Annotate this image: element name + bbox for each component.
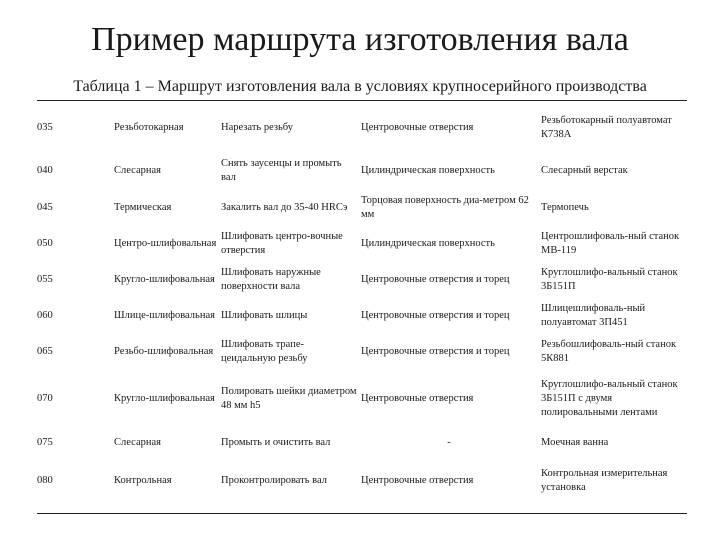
operation-base: Центровочные отверстия и торец bbox=[361, 274, 510, 285]
operation-equipment: Шлицешлифоваль-ный полуавтомат 3П451 bbox=[541, 303, 646, 328]
operation-number: 060 bbox=[37, 310, 53, 321]
operation-name: Слесарная bbox=[114, 165, 161, 176]
operation-number: 055 bbox=[37, 274, 53, 285]
table-top-rule bbox=[37, 100, 687, 101]
operation-equipment: Слесарный верстак bbox=[541, 165, 628, 176]
operation-equipment: Круглошлифо-вальный станок 3Б151П с двумя полировальными лентами bbox=[541, 379, 678, 418]
operation-base: Цилиндрическая поверхность bbox=[361, 238, 495, 249]
operation-content: Шлифовать центро-вочные отверстия bbox=[221, 231, 343, 256]
table-row bbox=[37, 428, 687, 458]
table-row bbox=[37, 262, 687, 298]
operation-equipment: Моечная ванна bbox=[541, 437, 609, 448]
table-row bbox=[37, 298, 687, 334]
operation-base: Цилиндрическая поверхность bbox=[361, 165, 495, 176]
table-row bbox=[37, 226, 687, 262]
table-row bbox=[37, 334, 687, 370]
operation-base: Торцовая поверхность диа-метром 62 мм bbox=[361, 195, 529, 220]
operation-base: Центровочные отверстия bbox=[361, 475, 474, 486]
operation-number: 045 bbox=[37, 202, 53, 213]
operation-content: Промыть и очистить вал bbox=[221, 437, 331, 448]
operation-equipment: Резьбошлифоваль-ный станок 5К881 bbox=[541, 339, 677, 364]
table-caption: Таблица 1 – Маршрут изготовления вала в условиях крупносерийного производства bbox=[73, 78, 647, 95]
route-table bbox=[37, 104, 687, 504]
operation-content: Нарезать резьбу bbox=[221, 122, 293, 133]
operation-content: Полировать шейки диаметром 48 мм h5 bbox=[221, 386, 357, 411]
operation-equipment: Резьботокарный полуавтомат К738А bbox=[541, 115, 672, 140]
operation-name: Контрольная bbox=[114, 475, 172, 486]
operation-equipment: Круглошлифо-вальный станок 3Б151П bbox=[541, 267, 678, 292]
operation-number: 035 bbox=[37, 122, 53, 133]
operation-base: Центровочные отверстия bbox=[361, 122, 474, 133]
operation-number: 065 bbox=[37, 346, 53, 357]
operation-name: Резьбо-шлифовальная bbox=[114, 346, 214, 357]
operation-equipment: Контрольная измерительная установка bbox=[541, 468, 668, 493]
operation-content: Проконтролировать вал bbox=[221, 475, 327, 486]
operation-name: Слесарная bbox=[114, 437, 161, 448]
operation-content: Снять заусенцы и промыть вал bbox=[221, 158, 342, 183]
operation-name: Кругло-шлифовальная bbox=[114, 274, 215, 285]
table-row bbox=[37, 370, 687, 428]
operation-name: Кругло-шлифовальная bbox=[114, 393, 215, 404]
operation-content: Шлифовать наружные поверхности вала bbox=[221, 267, 321, 292]
table-bottom-rule bbox=[37, 513, 687, 514]
operation-name: Резьботокарная bbox=[114, 122, 184, 133]
operation-number: 050 bbox=[37, 238, 53, 249]
operation-base: - bbox=[447, 437, 451, 448]
operation-name: Центро-шлифовальная bbox=[114, 238, 217, 249]
operation-number: 040 bbox=[37, 165, 53, 176]
table-row bbox=[37, 152, 687, 190]
operation-base: Центровочные отверстия bbox=[361, 393, 474, 404]
operation-number: 075 bbox=[37, 437, 53, 448]
operation-number: 070 bbox=[37, 393, 53, 404]
operation-base: Центровочные отверстия и торец bbox=[361, 310, 510, 321]
operation-base: Центровочные отверстия и торец bbox=[361, 346, 510, 357]
operation-name: Термическая bbox=[114, 202, 172, 213]
operation-name: Шлице-шлифовальная bbox=[114, 310, 215, 321]
operation-equipment: Центрошлифоваль-ный станок МВ-119 bbox=[541, 231, 680, 256]
operation-content: Шлифовать трапе-цеидальную резьбу bbox=[221, 339, 308, 364]
table-row bbox=[37, 190, 687, 226]
operation-number: 080 bbox=[37, 475, 53, 486]
operation-equipment: Термопечь bbox=[541, 202, 589, 213]
operation-content: Закалить вал до 35-40 HRCэ bbox=[221, 202, 348, 213]
slide-title: Пример маршрута изготовления вала bbox=[91, 21, 629, 58]
operation-content: Шлифовать шлицы bbox=[221, 310, 308, 321]
table-row bbox=[37, 104, 687, 152]
table-row bbox=[37, 458, 687, 504]
